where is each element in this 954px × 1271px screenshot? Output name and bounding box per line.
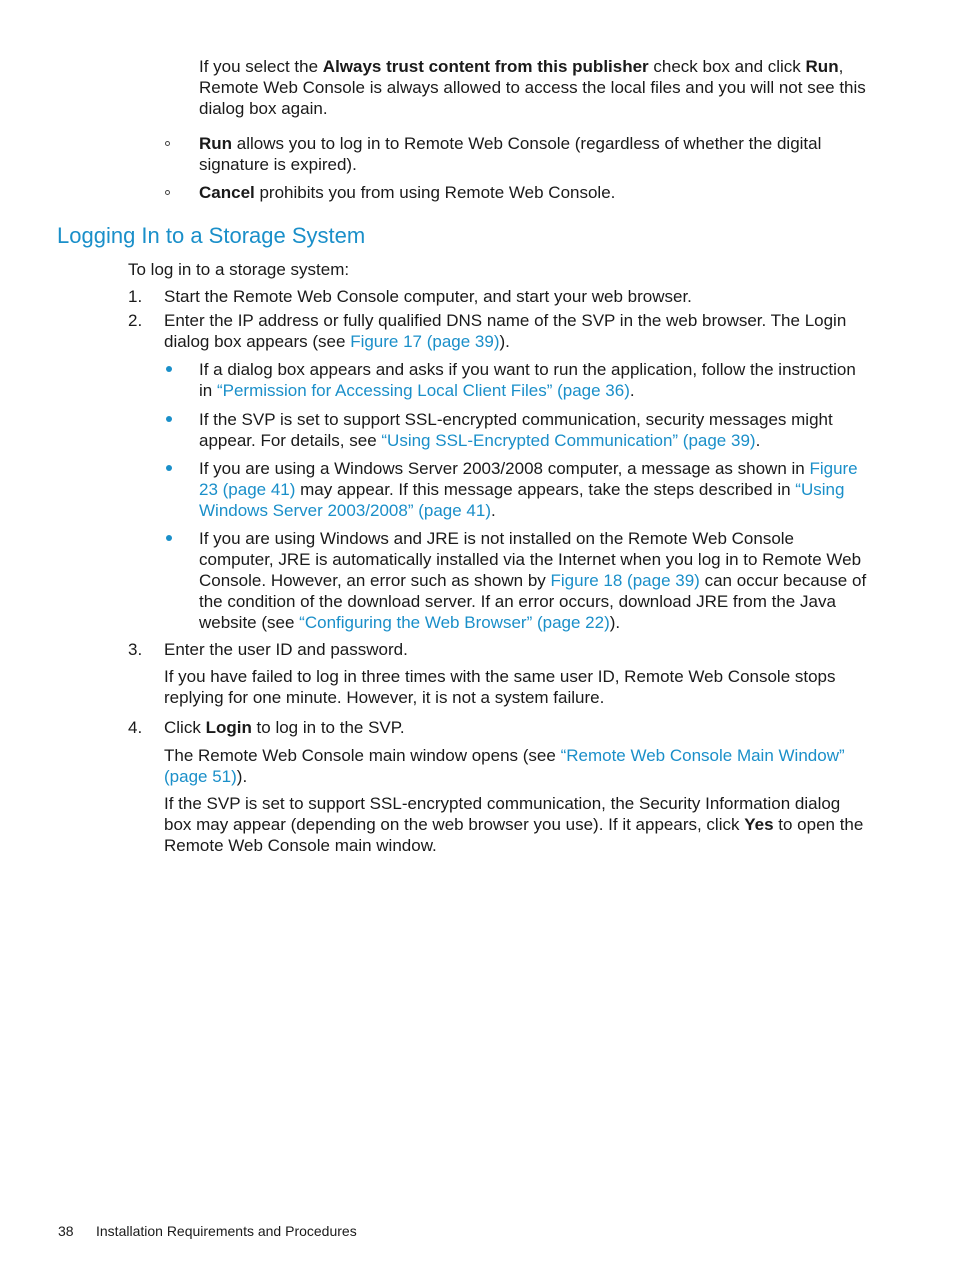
always-trust-paragraph bbox=[199, 56, 871, 119]
step-number: 3. bbox=[128, 640, 143, 659]
text: Click bbox=[164, 718, 206, 737]
text: If you select the bbox=[199, 57, 323, 76]
bullet-icon bbox=[166, 416, 172, 422]
configuring-browser-link[interactable]: “Configuring the Web Browser” (page 22) bbox=[299, 613, 610, 632]
text: . bbox=[755, 431, 761, 450]
bullet-item bbox=[199, 359, 871, 401]
bullet-icon bbox=[166, 465, 172, 471]
text: Enter the IP address or fully qualified DNS name of the SVP in the web browser. The Login dialog box appears (see bbox=[164, 311, 847, 351]
run-label: Run bbox=[805, 57, 839, 76]
step-1-text: Start the Remote Web Console computer, and start your web browser. bbox=[164, 287, 692, 306]
text: allows you to log in to Remote Web Console (regardless of whether the digital signature is expired). bbox=[199, 134, 822, 174]
run-label: Run bbox=[199, 134, 233, 153]
step-4-text bbox=[164, 717, 872, 738]
circle-bullet-icon bbox=[165, 141, 170, 146]
step-3-note: If you have failed to log in three times with the same user ID, Remote Web Console stops replying for one minute. However, it is not a system failure. bbox=[164, 667, 836, 707]
bullet-item bbox=[199, 409, 871, 451]
step-2-text bbox=[164, 310, 872, 352]
cancel-option-item bbox=[199, 182, 871, 203]
bullet-item bbox=[199, 528, 871, 633]
text: can occur because of the condition of the download server. If an error occurs, download JRE from the Java website (see bbox=[199, 571, 867, 632]
section-heading: Logging In to a Storage System bbox=[57, 223, 366, 248]
bullet-item bbox=[199, 458, 871, 521]
figure-17-link[interactable]: Figure 17 (page 39) bbox=[350, 332, 500, 351]
always-trust-label: Always trust content from this publisher bbox=[322, 57, 649, 76]
bullet-icon bbox=[166, 366, 172, 372]
windows-server-link[interactable]: “Using Windows Server 2003/2008” (page 41) bbox=[199, 480, 845, 520]
text: to open the Remote Web Console main window. bbox=[164, 815, 864, 855]
circle-bullet-icon bbox=[165, 190, 170, 195]
bullet-icon bbox=[166, 535, 172, 541]
yes-label: Yes bbox=[744, 815, 774, 834]
text: , Remote Web Console is always allowed to access the local files and you will not see this dialog box again. bbox=[199, 57, 866, 118]
figure-18-link[interactable]: Figure 18 (page 39) bbox=[550, 571, 700, 590]
figure-23-link[interactable]: Figure 23 (page 41) bbox=[199, 459, 858, 499]
text: . bbox=[491, 501, 496, 520]
text: If you are using Windows and JRE is not installed on the Remote Web Console computer, JRE is automatically installed via the Internet when you log in to Remote Web Console. However, an error such as shown by bbox=[199, 529, 862, 590]
text: to log in to the SVP. bbox=[251, 718, 405, 737]
step-number: 4. bbox=[128, 718, 143, 737]
section-lead: To log in to a storage system: bbox=[128, 260, 350, 279]
text: If a dialog box appears and asks if you want to run the application, follow the instruction in bbox=[199, 360, 856, 400]
ssl-communication-link[interactable]: “Using SSL-Encrypted Communication” (page 39) bbox=[381, 431, 756, 450]
run-option-item bbox=[199, 133, 871, 175]
text: If the SVP is set to support SSL-encrypted communication, security messages might appear. For details, see bbox=[199, 410, 833, 450]
text: ). bbox=[236, 767, 248, 786]
page-number: 38 bbox=[58, 1223, 74, 1239]
text: . bbox=[629, 381, 635, 400]
text: check box and click bbox=[648, 57, 806, 76]
footer-title: Installation Requirements and Procedures bbox=[96, 1223, 357, 1239]
text: If the SVP is set to support SSL-encrypted communication, the Security Information dialog box may appear (depending on the web browser you use). If it appears, click bbox=[164, 794, 841, 834]
text: If you are using a Windows Server 2003/2008 computer, a message as shown in bbox=[199, 459, 810, 478]
text: The Remote Web Console main window opens (see bbox=[164, 746, 561, 765]
cancel-label: Cancel bbox=[199, 183, 255, 202]
step-number: 1. bbox=[128, 287, 143, 306]
login-label: Login bbox=[205, 718, 252, 737]
permission-local-files-link[interactable]: “Permission for Accessing Local Client Files” (page 36) bbox=[216, 381, 630, 400]
step-3-text: Enter the user ID and password. bbox=[164, 640, 408, 659]
main-window-link[interactable]: “Remote Web Console Main Window” (page 51) bbox=[164, 746, 845, 786]
text: ). bbox=[609, 613, 621, 632]
text: prohibits you from using Remote Web Console. bbox=[254, 183, 616, 202]
step-4-note-2 bbox=[164, 793, 872, 856]
text: ). bbox=[499, 332, 510, 351]
text: may appear. If this message appears, take the steps described in bbox=[295, 480, 796, 499]
step-number: 2. bbox=[128, 311, 143, 330]
step-4-note-1 bbox=[164, 745, 872, 787]
